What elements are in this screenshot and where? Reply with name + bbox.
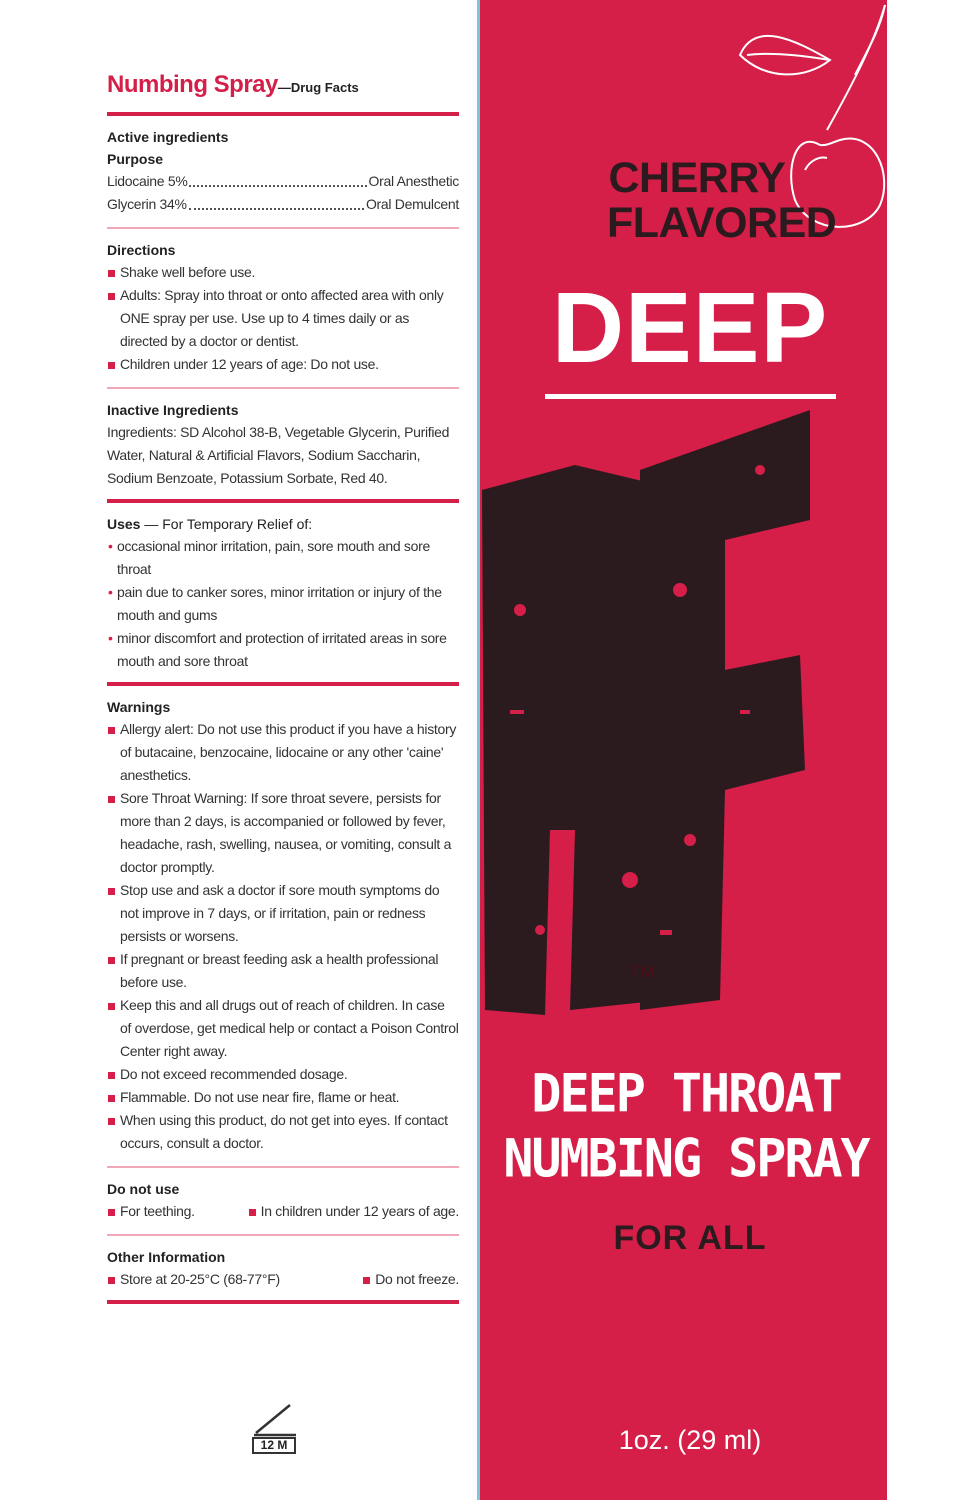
divider bbox=[107, 387, 459, 389]
divider bbox=[107, 227, 459, 229]
list-item: Store at 20-25°C (68-77°F) bbox=[107, 1268, 280, 1291]
list-item: Shake well before use. bbox=[107, 261, 459, 284]
do-not-use-list bbox=[107, 1200, 459, 1223]
ingredient-purpose: Oral Anesthetic bbox=[368, 173, 459, 189]
brand-deep: DEEP bbox=[551, 272, 829, 384]
list-item: In children under 12 years of age. bbox=[248, 1200, 459, 1223]
trademark-symbol: TM bbox=[630, 962, 655, 981]
ingredient-name: Lidocaine 5% bbox=[107, 173, 188, 189]
product-name bbox=[500, 1061, 872, 1191]
active-ingredients-heading: Active ingredients bbox=[107, 129, 229, 145]
uses-heading-suffix: — For Temporary Relief of: bbox=[140, 516, 313, 532]
list-item: Do not exceed recommended dosage. bbox=[107, 1063, 459, 1086]
af-logo bbox=[480, 410, 900, 1030]
flavor-line-1: CHERRY bbox=[608, 154, 786, 202]
inactive-ingredients-heading: Inactive Ingredients bbox=[107, 402, 239, 418]
brand-underline bbox=[545, 394, 836, 399]
list-item: Allergy alert: Do not use this product if you have a history of butacaine, benzocaine, lidocaine or any other 'caine' anesthetics. bbox=[107, 718, 459, 787]
inactive-ingredients-text: Ingredients: SD Alcohol 38-B, Vegetable Glycerin, Purified Water, Natural & Artificial Flavors, Sodium Saccharin, Sodium Benzoate, Potassium Sorbate, Red 40. bbox=[107, 424, 450, 486]
uses-list bbox=[107, 535, 459, 673]
other-information-list bbox=[107, 1268, 459, 1291]
net-contents: 1oz. (29 ml) bbox=[618, 1425, 762, 1455]
list-item: Adults: Spray into throat or onto affected area with only ONE spray per use. Use up to 4 times daily or as directed by a doctor or dentist. bbox=[107, 284, 459, 353]
list-item: Stop use and ask a doctor if sore mouth symptoms do not improve in 7 days, or if irritation, pain or redness persists or worsens. bbox=[107, 879, 459, 948]
list-item: Children under 12 years of age: Do not use. bbox=[107, 353, 459, 376]
product-name-line-1: DEEP THROAT bbox=[531, 1063, 841, 1124]
dot-leader bbox=[189, 193, 364, 210]
directions-heading: Directions bbox=[107, 242, 176, 258]
period-after-opening-label: 12 M bbox=[252, 1437, 296, 1454]
uses-heading bbox=[107, 513, 459, 535]
drug-facts-title-main: Numbing Spray bbox=[107, 71, 278, 98]
do-not-use-heading: Do not use bbox=[107, 1181, 180, 1197]
list-item: • pain due to canker sores, minor irritation or injury of the mouth and gums bbox=[107, 581, 459, 627]
divider bbox=[107, 1234, 459, 1236]
list-item: Sore Throat Warning: If sore throat severe, persists for more than 2 days, is accompanied or followed by fever, headache, rash, swelling, nausea, or vomiting, consult a doctor promptly. bbox=[107, 787, 459, 879]
list-item: Flammable. Do not use near fire, flame or heat. bbox=[107, 1086, 459, 1109]
other-information-heading: Other Information bbox=[107, 1249, 226, 1265]
uses-heading-main: Uses bbox=[107, 516, 141, 532]
divider bbox=[107, 682, 459, 686]
list-item: • occasional minor irritation, pain, sore mouth and sore throat bbox=[107, 535, 459, 581]
list-item: • minor discomfort and protection of irritated areas in sore mouth and sore throat bbox=[107, 627, 459, 673]
tagline: FOR ALL bbox=[613, 1219, 767, 1257]
list-item: When using this product, do not get into eyes. If contact occurs, consult a doctor. bbox=[107, 1109, 459, 1155]
divider bbox=[107, 1166, 459, 1168]
divider bbox=[107, 1300, 459, 1304]
divider bbox=[107, 112, 459, 116]
dot-leader bbox=[189, 170, 366, 187]
drug-facts-content bbox=[107, 70, 459, 1314]
purpose-heading: Purpose bbox=[107, 151, 164, 167]
drug-facts-title-suffix: —Drug Facts bbox=[277, 80, 359, 95]
warnings-list bbox=[107, 718, 459, 1155]
active-ingredient-row bbox=[107, 170, 459, 193]
active-ingredient-row bbox=[107, 193, 459, 216]
drug-facts-title bbox=[107, 70, 459, 103]
ingredient-name: Glycerin 34% bbox=[107, 196, 187, 212]
list-item: Keep this and all drugs out of reach of children. In case of overdose, get medical help or contact a Poison Control Center right away. bbox=[107, 994, 459, 1063]
list-item: Do not freeze. bbox=[362, 1268, 459, 1291]
warnings-heading: Warnings bbox=[107, 699, 171, 715]
list-item: If pregnant or breast feeding ask a health professional before use. bbox=[107, 948, 459, 994]
list-item: For teething. bbox=[107, 1200, 195, 1223]
flavor-line-2: FLAVORED bbox=[607, 199, 837, 247]
flavor-label bbox=[607, 154, 837, 247]
directions-list bbox=[107, 261, 459, 376]
divider bbox=[107, 499, 459, 503]
product-name-line-2: NUMBING SPRAY bbox=[503, 1128, 869, 1189]
ingredient-purpose: Oral Demulcent bbox=[365, 196, 459, 212]
